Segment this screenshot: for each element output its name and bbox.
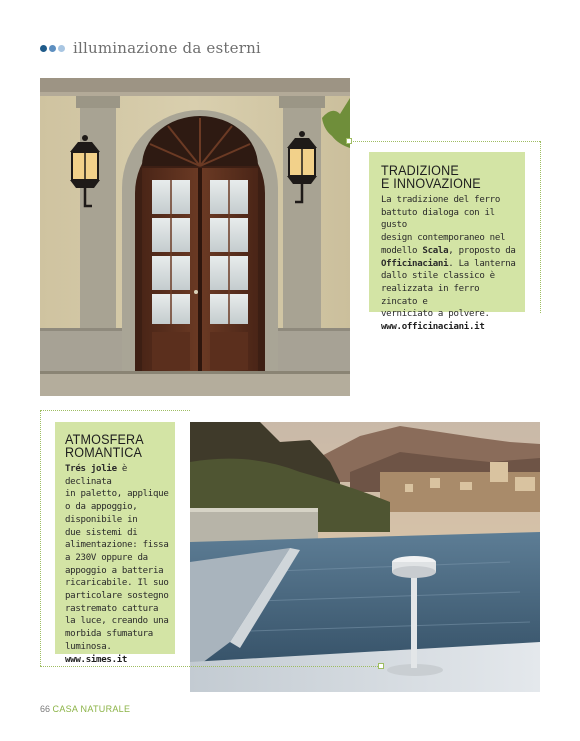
box-title: TRADIZIONE E INNOVAZIONE xyxy=(381,163,481,191)
body-text: è declinata in paletto, applique o da appoggio, disponibile in due sistemi di alimentazione: fissa a 230V oppure da appoggio a batteria ricaricabile. Il suo particolare sostegno rastremato cattura la luce, creando una morbida sfumatura luminosa. xyxy=(65,464,169,652)
pool-photo xyxy=(190,422,540,692)
dotted-line xyxy=(40,410,190,411)
dot-icon xyxy=(40,45,47,52)
corner-square-icon xyxy=(378,663,384,669)
magazine-name: CASA NATURALE xyxy=(52,704,131,714)
dotted-line xyxy=(350,141,540,142)
corner-square-icon xyxy=(346,138,352,144)
facade-photo xyxy=(40,78,350,396)
section-title: illuminazione da esterni xyxy=(73,39,261,57)
body-text: , proposto da xyxy=(448,245,516,256)
dotted-line xyxy=(540,141,541,313)
body-text: . La lanterna dallo stile classico è realizzata in ferro zincato e verniciato a polvere. xyxy=(381,258,516,320)
info-box-tradizione xyxy=(369,152,525,333)
box-title: ATMOSFERA ROMANTICA xyxy=(65,432,144,460)
page-footer xyxy=(40,704,130,714)
body-text: La tradizione del ferro battuto dialoga con il gusto design contemporaneo nel modello xyxy=(381,195,506,256)
page-number: 66 xyxy=(40,704,51,714)
info-box-atmosfera xyxy=(55,422,175,665)
website-link[interactable]: www.simes.it xyxy=(65,654,128,665)
brand-name: Scala xyxy=(422,245,449,256)
dot-icon xyxy=(58,45,65,52)
dotted-line xyxy=(40,410,41,666)
pool-photo-illustration xyxy=(190,422,540,692)
website-link[interactable]: www.officinaciani.it xyxy=(381,322,485,333)
facade-photo-illustration xyxy=(40,78,350,396)
box-body xyxy=(65,463,169,654)
section-header xyxy=(40,38,261,58)
dot-icon xyxy=(49,45,56,52)
brand-name: Officinaciani xyxy=(381,258,449,269)
brand-name: Trés jolie xyxy=(65,464,117,474)
box-body xyxy=(381,194,516,321)
